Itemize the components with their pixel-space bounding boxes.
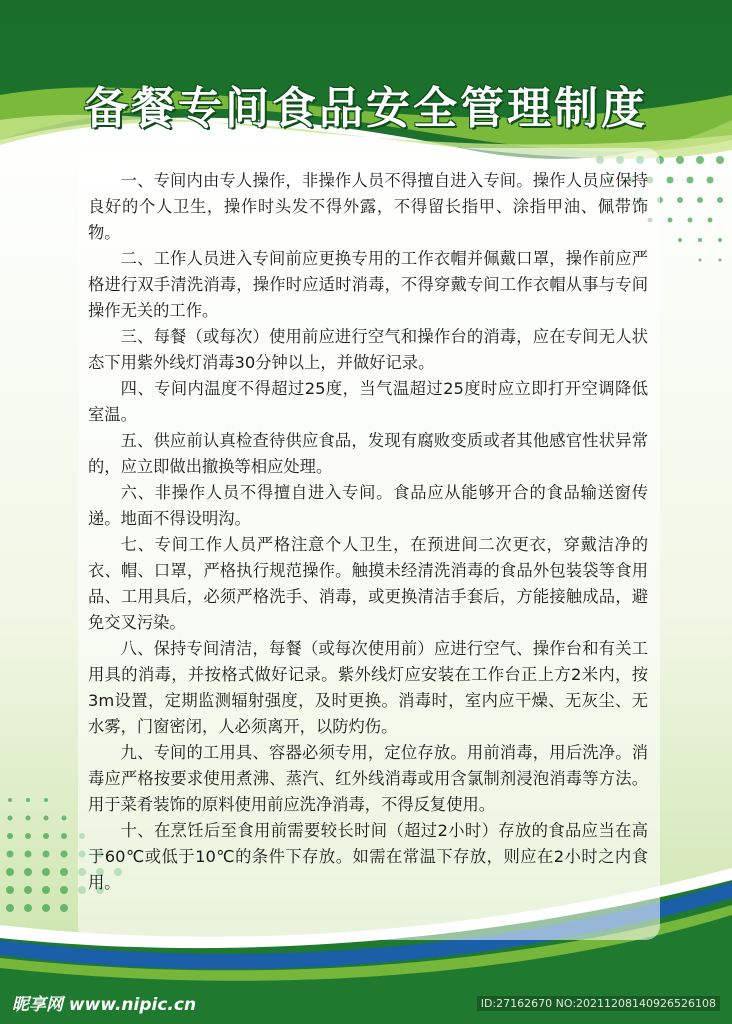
rule-paragraph-8: 八、保持专间清洁，每餐（或每次使用前）应进行空气、操作台和有关工用具的消毒，并按格式做好记录。紫外线灯应安装在工作台正上方2米内，按3m设置，定期监测辐射强度，及时更换。消毒时，室内应干燥、无灰尘、无水雾，门窗密闭，人必须离开，以防灼伤。 <box>88 639 648 736</box>
rule-paragraph-6: 六、非操作人员不得擅自进入专间。食品应从能够开合的食品输送窗传递。地面不得设明沟。 <box>88 483 648 528</box>
rule-paragraph-7: 七、专间工作人员严格注意个人卫生，在预进间二次更衣，穿戴洁净的衣、帽、口罩，严格执行规范操作。触摸未经清洗消毒的食品外包装袋等食用品、工用具后，必须严格洗手、消毒，或更换清洁手套后，方能接触成品，避免交叉污染。 <box>88 535 648 632</box>
regulation-body <box>88 168 648 896</box>
watermark-id: ID:27162670 NO:20211208140926526108 <box>477 996 720 1011</box>
rule-paragraph-4: 四、专间内温度不得超过25度，当气温超过25度时应立即打开空调降低室温。 <box>88 379 648 424</box>
rule-paragraph-5: 五、供应前认真检查待供应食品，发现有腐败变质或者其他感官性状异常的，应立即做出撤换等相应处理。 <box>88 431 648 476</box>
watermark-site: 昵享网 www.nipic.cn <box>12 995 197 1015</box>
rule-paragraph-1: 一、专间内由专人操作，非操作人员不得擅自进入专间。操作人员应保持良好的个人卫生，操作时头发不得外露，不得留长指甲、涂指甲油、佩带饰物。 <box>88 171 648 242</box>
rule-paragraph-10: 十、在烹饪后至食用前需要较长时间（超过2小时）存放的食品应当在高于60℃或低于10℃的条件下存放。如需在常温下存放，则应在2小时之内食用。 <box>88 821 648 892</box>
page-title: 备餐专间食品安全管理制度 <box>84 83 648 134</box>
rule-paragraph-2: 二、工作人员进入专间前应更换专用的工作衣帽并佩戴口罩，操作前应严格进行双手清洗消毒，操作时应适时消毒，不得穿戴专间工作衣帽从事与专间操作无关的工作。 <box>88 249 648 320</box>
rule-paragraph-3: 三、每餐（或每次）使用前应进行空气和操作台的消毒，应在专间无人状态下用紫外线灯消毒30分钟以上，并做好记录。 <box>88 327 648 372</box>
rule-paragraph-9: 九、专间的工用具、容器必须专用，定位存放。用前消毒，用后洗净。消毒应严格按要求使用煮沸、蒸汽、红外线消毒或用含氯制剂浸泡消毒等方法。用于菜肴装饰的原料使用前应洗净消毒，不得反复使用。 <box>88 743 648 814</box>
